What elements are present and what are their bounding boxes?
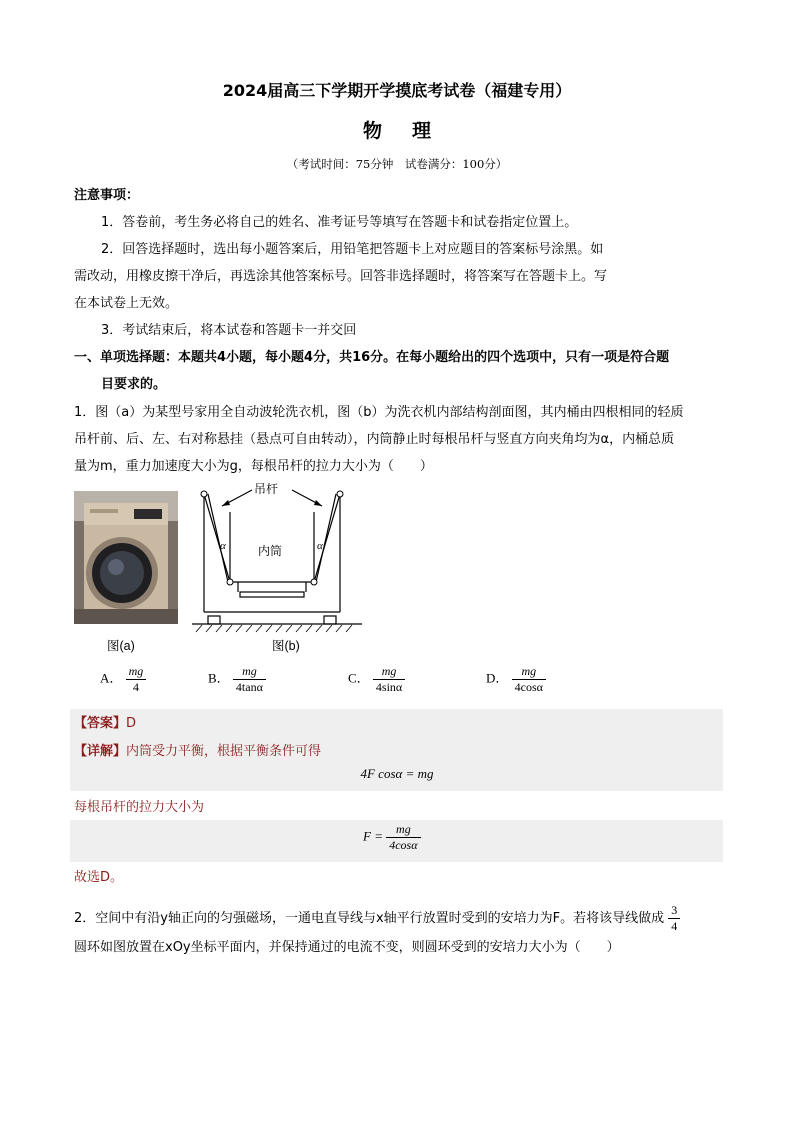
- option-d: D． $\frac{mg}{4\cos\alpha}$: [486, 664, 546, 695]
- detail-line: 【详解】内筒受力平衡，根据平衡条件可得: [74, 744, 322, 759]
- fig-b-caption: 图(b): [272, 639, 300, 653]
- equation-1: 4F cosα = mg: [360, 766, 434, 781]
- washer-cross-section-diagram: [192, 482, 362, 634]
- fig-b-label-alpha-left: α: [220, 540, 226, 552]
- exam-meta: （考试时间：75分钟 试卷满分：100分）: [286, 157, 508, 171]
- option-c: C． $\frac{mg}{4\sin\alpha}$: [348, 664, 405, 695]
- tension-text: 每根吊杆的拉力大小为: [74, 800, 205, 815]
- q1-line2: 吊杆前、后、左、右对称悬挂（悬点可自由转动），内筒静止时每根吊杆与竖直方向夹角均为α，内桶总质: [74, 432, 675, 447]
- q1-line3: 量为m，重力加速度大小为g，每根吊杆的拉力大小为（ ）: [74, 459, 433, 474]
- notice-item-1: 1．答卷前，考生务必将自己的姓名、准考证号等填写在答题卡和试卷指定位置上。: [101, 215, 578, 230]
- notice-item-2a: 2．回答选择题时，选出每小题答案后，用铅笔把答题卡上对应题目的答案标号涂黑。如: [101, 242, 604, 257]
- notice-heading: 注意事项：: [74, 188, 140, 203]
- exam-title: 2024届高三下学期开学摸底考试卷（福建专用）: [222, 81, 572, 100]
- notice-item-2c: 在本试卷上无效。: [74, 296, 179, 311]
- fig-b-label-inner: 内筒: [258, 544, 283, 558]
- fig-a-caption: 图(a): [107, 639, 135, 653]
- subject-title: 物理: [362, 120, 461, 142]
- q2-line1: 2．空间中有沿y轴正向的匀强磁场，一通电直导线与x轴平行放置时受到的安培力为F。若将该导线做成 $\frac{3}{4}$: [74, 903, 680, 934]
- section-heading-line2: 目要求的。: [101, 377, 167, 392]
- washing-machine-photo: [74, 491, 178, 624]
- notice-item-2b: 需改动，用橡皮擦干净后，再选涂其他答案标号。回答非选择题时，将答案写在答题卡上。写: [74, 269, 608, 284]
- notice-item-3: 3．考试结束后，将本试卷和答题卡一并交回: [101, 323, 357, 338]
- fig-b-label-alpha-right: α: [317, 540, 323, 552]
- option-a: A． $\frac{mg}{4}$: [100, 664, 146, 695]
- q1-line1: 1．图（a）为某型号家用全自动波轮洗衣机，图（b）为洗衣机内部结构剖面图，其内桶由四根相同的轻质: [74, 405, 684, 420]
- section-heading-line1: 一、单项选择题：本题共4小题，每小题4分，共16分。在每小题给出的四个选项中，只有一项是符合题: [74, 350, 670, 365]
- conclusion: 故选D。: [74, 870, 124, 885]
- fig-b-label-rod: 吊杆: [254, 482, 279, 496]
- q2-line2: 圆环如图放置在xOy坐标平面内，并保持通过的电流不变，则圆环受到的安培力大小为（ ）: [74, 940, 620, 955]
- option-b: B． $\frac{mg}{4\tan\alpha}$: [208, 664, 266, 695]
- answer-line: 【答案】D: [74, 716, 137, 731]
- equation-2: F = $\frac{mg}{4\cos\alpha}$: [363, 822, 421, 853]
